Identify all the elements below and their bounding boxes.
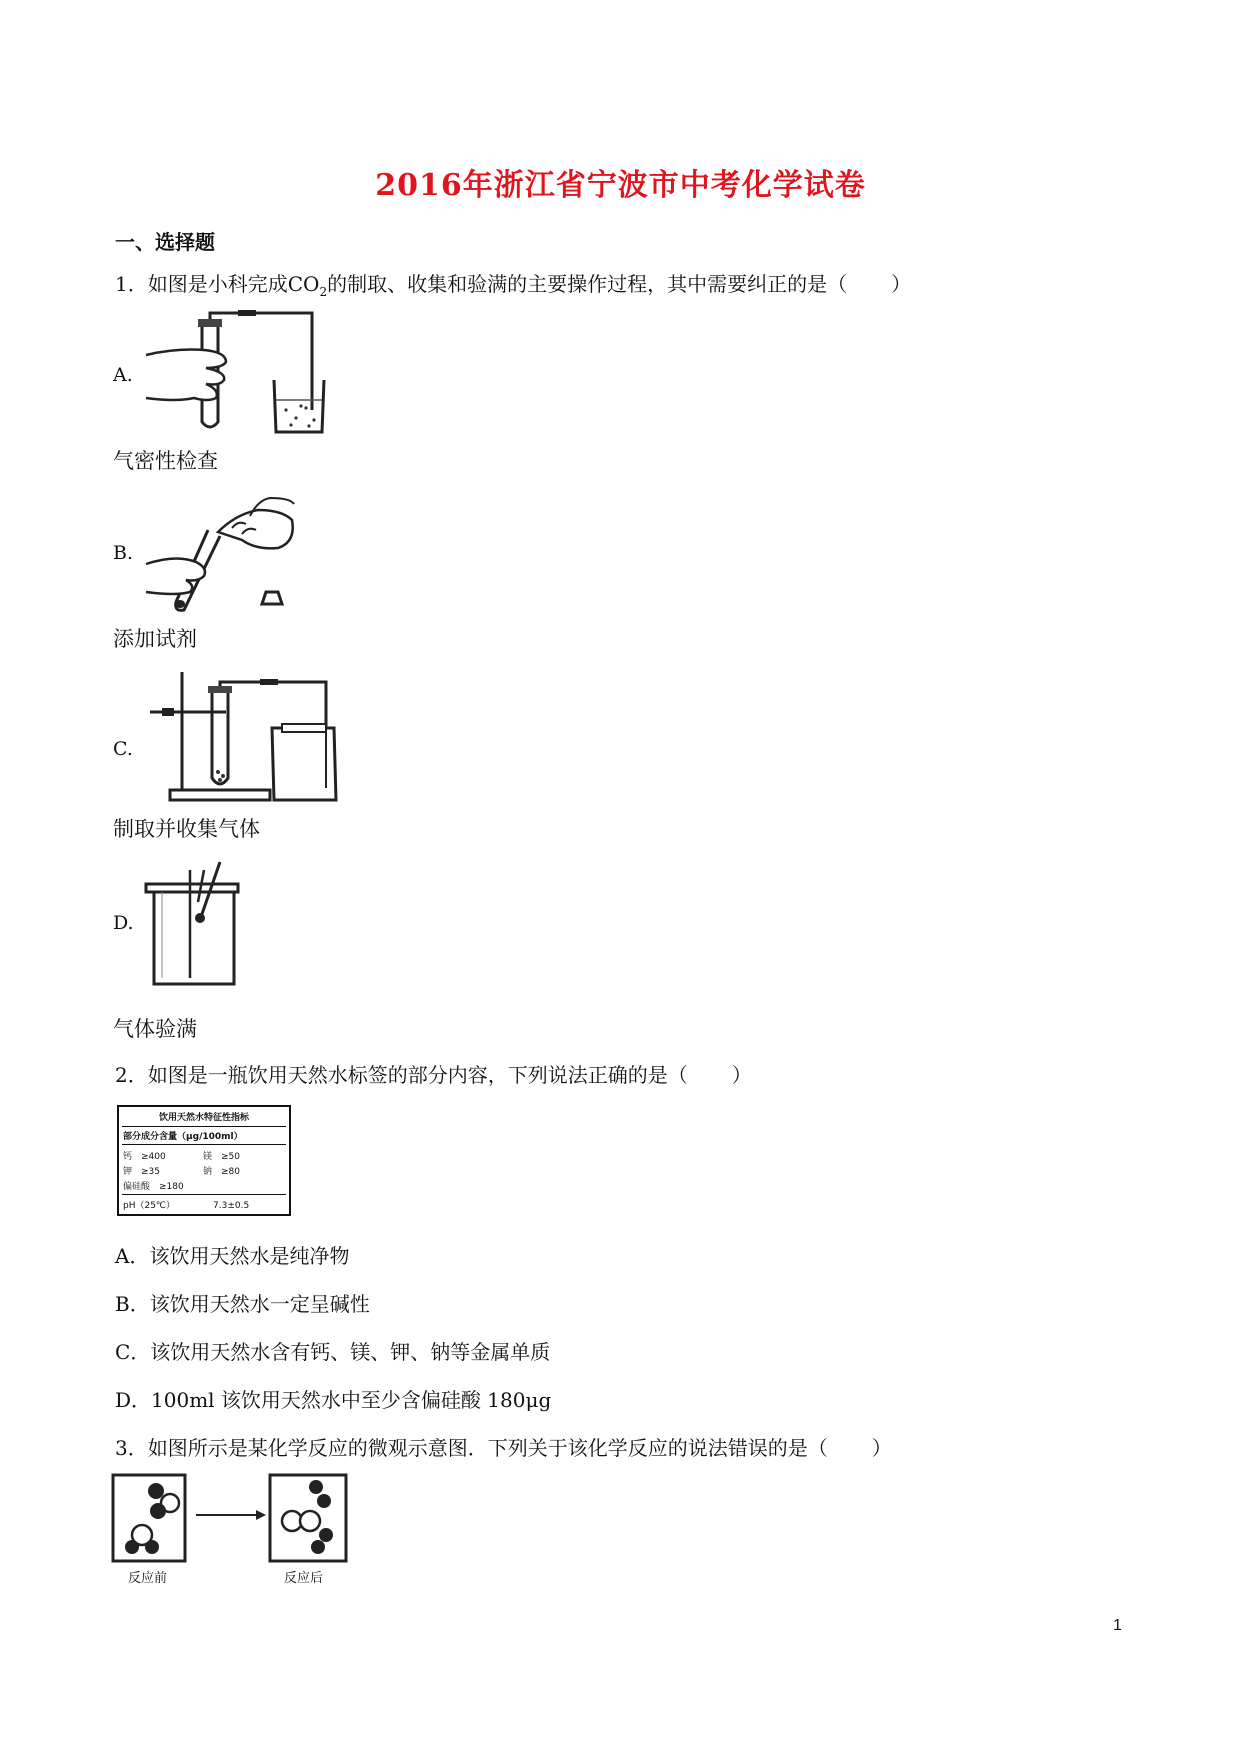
question-1-stem: 1．如图是小科完成$CO_2$的制取、收集和验满的主要操作过程，其中需要纠正的是（ ） [115, 272, 912, 299]
section-heading: 一、选择题 [115, 230, 215, 254]
page-number: 1 [1113, 1617, 1122, 1634]
water-label-image [117, 1105, 291, 1216]
gas-preparation-collection-figure [146, 668, 336, 803]
option-d-letter: D. [113, 912, 134, 934]
label-ph-row: pH（25℃） 7.3±0.5 [123, 1201, 250, 1211]
label-row: 钾 ≥35 钠 ≥80 [123, 1167, 240, 1177]
after-reaction-label: 反应后 [284, 1571, 324, 1586]
label-divider [122, 1144, 286, 1145]
page-title: 2016年浙江省宁波市中考化学试卷 [375, 168, 866, 203]
label-divider [122, 1194, 286, 1195]
q2-option-d: D．100ml 该饮用天然水中至少含偏硅酸 180μg [115, 1388, 552, 1412]
option-a-letter: A. [113, 364, 133, 386]
label-divider [122, 1126, 286, 1127]
q2-option-b: B．该饮用天然水一定呈碱性 [115, 1292, 370, 1316]
label-title: 饮用天然水特征性指标 [158, 1113, 249, 1123]
option-a-caption: 气密性检查 [113, 449, 218, 473]
label-subtitle: 部分成分含量（μg/100ml） [123, 1132, 243, 1142]
option-c-caption: 制取并收集气体 [113, 817, 260, 841]
option-d-caption: 气体验满 [113, 1017, 197, 1041]
before-reaction-label: 反应前 [128, 1571, 168, 1586]
label-row: 偏硅酸 ≥180 [123, 1182, 184, 1192]
q2-option-a: A．该饮用天然水是纯净物 [115, 1244, 350, 1268]
option-b-caption: 添加试剂 [113, 627, 197, 651]
q2-option-c: C．该饮用天然水含有钙、镁、钾、钠等金属单质 [115, 1340, 551, 1364]
question-3-stem: 3．如图所示是某化学反应的微观示意图．下列关于该化学反应的说法错误的是（ ） [115, 1436, 892, 1460]
airtightness-check-figure [146, 310, 326, 435]
option-c-letter: C. [113, 738, 133, 760]
question-2-stem: 2．如图是一瓶饮用天然水标签的部分内容，下列说法正确的是（ ） [115, 1063, 752, 1087]
gas-full-test-figure [146, 862, 246, 992]
label-row: 钙 ≥400 镁 ≥50 [123, 1152, 240, 1162]
adding-reagent-figure [146, 492, 296, 617]
option-b-letter: B. [113, 542, 134, 564]
